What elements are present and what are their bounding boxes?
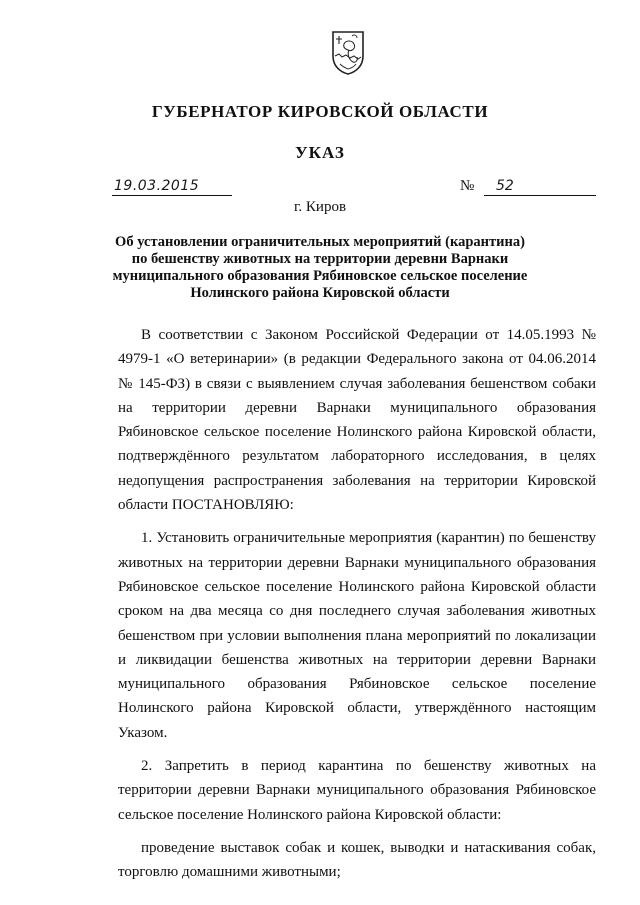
authority-heading: ГУБЕРНАТОР КИРОВСКОЙ ОБЛАСТИ <box>151 102 489 121</box>
document-title <box>100 234 540 302</box>
date-underline <box>112 195 232 196</box>
title-line: по бешенству животных на территории деревни Варнаки <box>131 251 509 267</box>
number-label: № <box>460 178 475 194</box>
title-line: Нолинского района Кировской области <box>190 285 450 301</box>
number-value: 52 <box>496 178 514 194</box>
number-underline <box>484 195 596 196</box>
city: г. Киров <box>293 199 347 215</box>
title-line: Об установлении ограничительных мероприятий (карантина) <box>115 234 525 250</box>
clause-2-paragraph: 2. Запретить в период карантина по бешенству животных на территории деревни Варнаки муниципального образования Рябиновское сельское поселение Нолинского района Кировской области: <box>118 758 596 823</box>
preamble-paragraph: В соответствии с Законом Российской Федерации от 14.05.1993 № 4979-1 «О ветеринарии» (в редакции Федерального закона от 04.06.2014 № 145-ФЗ) в связи с выявлением случая заболевания бешенством собаки на территории деревни Варнаки муниципального образования Рябиновское сельское поселение Нолинского района Кировской области, подтверждённого результатом лабораторного исследования, в целях недопущения распространения заболевания на территории Кировской области ПОСТАНОВЛЯЮ: <box>118 327 596 514</box>
clause-1-paragraph: 1. Установить ограничительные мероприятия (карантин) по бешенству животных на территории деревни Варнаки муниципального образования Рябиновское сельское поселение Нолинского района Кировской области сроком на два месяца со дня последнего случая заболевания животных бешенством при условии выполнения плана мероприятий по локализации и ликвидации бешенства животных на территории деревни Варнаки муниципального образования Рябиновское сельское поселение Нолинского района Кировской области, утверждённого настоящим Указом. <box>118 530 596 741</box>
date-value: 19.03.2015 <box>114 178 200 194</box>
date-field <box>112 178 232 198</box>
clause-2-item-paragraph: проведение выставок собак и кошек, выводки и натаскивания собак, торговлю домашними животными; <box>118 839 596 881</box>
title-line: муниципального образования Рябиновское сельское поселение <box>112 268 528 284</box>
document-type: УКАЗ <box>295 143 345 162</box>
kirov-coat-of-arms-icon <box>330 30 366 76</box>
document-body <box>118 323 596 892</box>
number-field <box>484 178 596 198</box>
